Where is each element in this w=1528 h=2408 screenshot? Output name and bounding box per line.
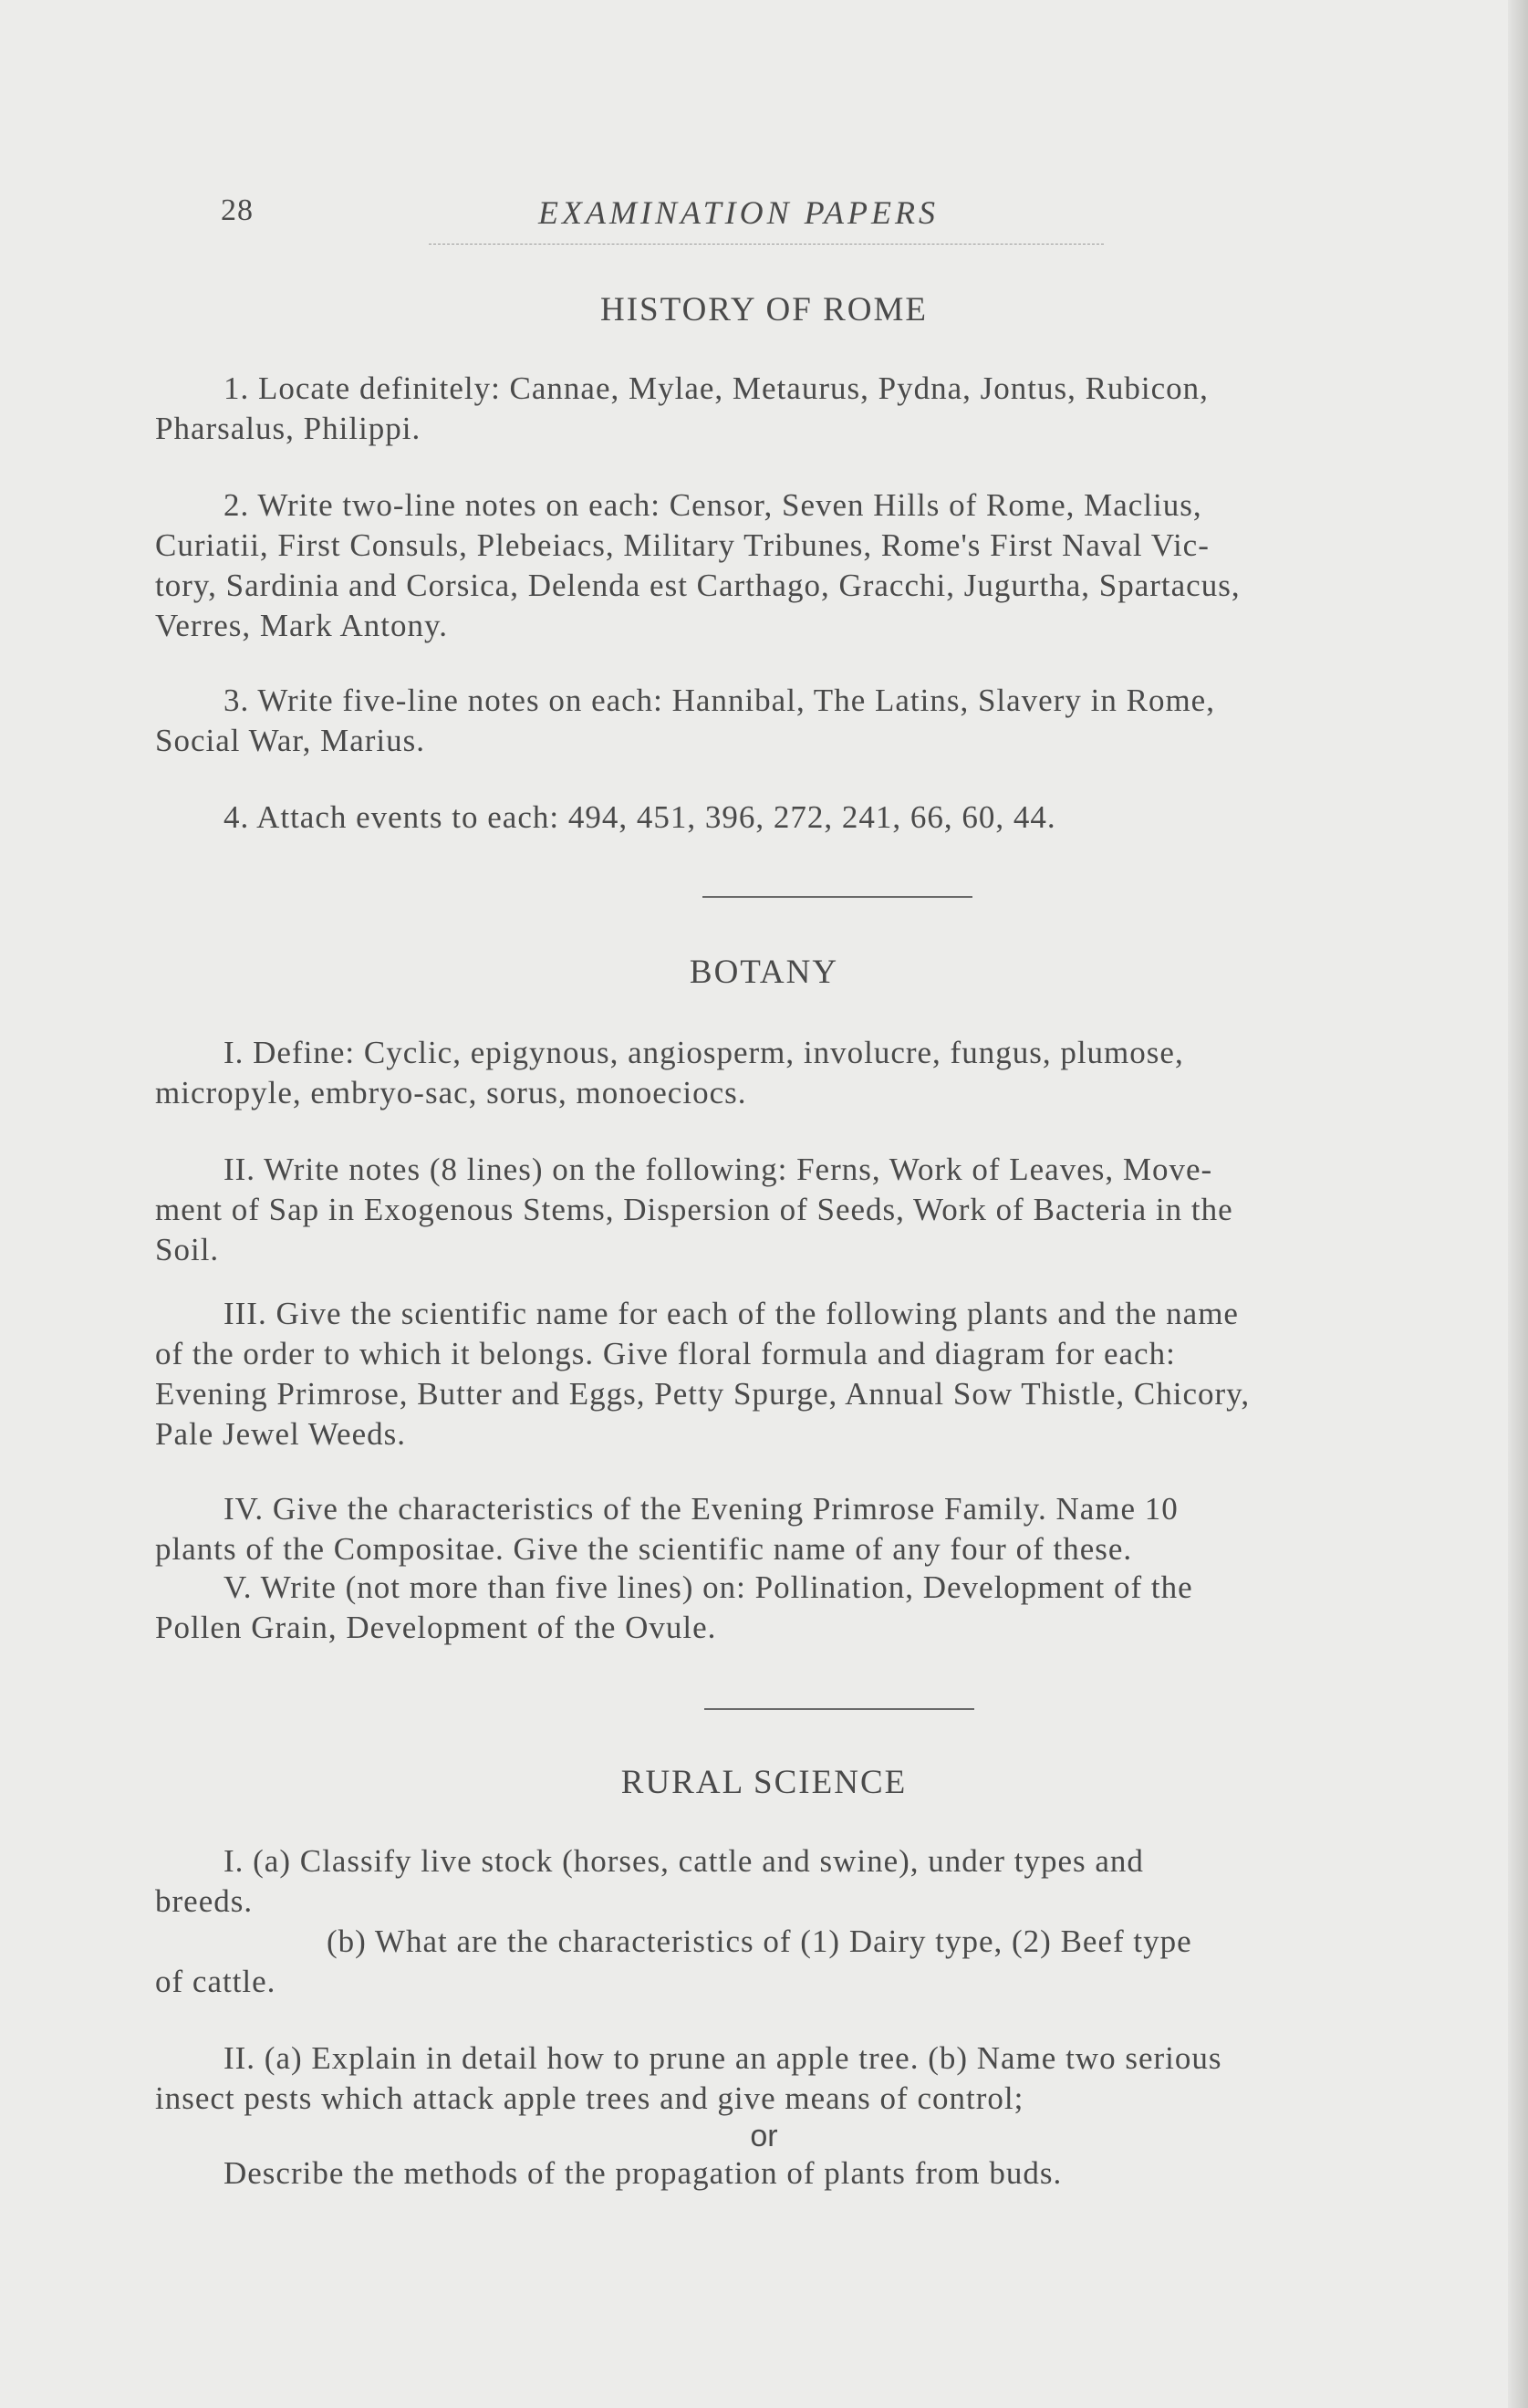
botany-q2-line-2: ment of Sap in Exogenous Stems, Dispersion of Seeds, Work of Bacteria in the xyxy=(155,1192,1233,1227)
history-q3-line-1: 3. Write five-line notes on each: Hannibal, The Latins, Slavery in Rome, xyxy=(223,683,1215,718)
history-question-2 xyxy=(155,485,1514,646)
botany-q1-line-1: I. Define: Cyclic, epigynous, angiosperm, involucre, fungus, plumose, xyxy=(223,1035,1184,1070)
botany-question-5 xyxy=(155,1568,1514,1648)
botany-q2-line-3: Soil. xyxy=(155,1232,220,1267)
history-q2-line-1: 2. Write two-line notes on each: Censor, Seven Hills of Rome, Maclius, xyxy=(223,487,1202,523)
or-separator: or xyxy=(750,2119,778,2153)
botany-q3-line-1: III. Give the scientific name for each of the following plants and the name xyxy=(223,1296,1239,1331)
history-q1-line-2: Pharsalus, Philippi. xyxy=(155,411,421,446)
section-heading-rural-science: RURAL SCIENCE xyxy=(620,1764,908,1801)
rural-q1a-line-1: I. (a) Classify live stock (horses, cattle and swine), under types and xyxy=(223,1843,1144,1879)
botany-q3-line-2: of the order to which it belongs. Give floral formula and diagram for each: xyxy=(155,1336,1176,1371)
section-heading-history: HISTORY OF ROME xyxy=(600,291,928,328)
header-rule xyxy=(429,244,1104,245)
history-q1-line-1: 1. Locate definitely: Cannae, Mylae, Metaurus, Pydna, Jontus, Rubicon, xyxy=(223,370,1209,406)
history-q2-line-2: Curiatii, First Consuls, Plebeiacs, Military Tribunes, Rome's First Naval Vic- xyxy=(155,527,1210,563)
botany-q5-line-1: V. Write (not more than five lines) on: Pollination, Development of the xyxy=(223,1569,1193,1605)
rural-alt-line-1: Describe the methods of the propagation of plants from buds. xyxy=(223,2155,1063,2191)
botany-q3-line-3: Evening Primrose, Butter and Eggs, Petty Spurge, Annual Sow Thistle, Chicory, xyxy=(155,1376,1251,1412)
botany-q3-line-4: Pale Jewel Weeds. xyxy=(155,1416,406,1452)
botany-question-1 xyxy=(155,1033,1514,1113)
history-q3-line-2: Social War, Marius. xyxy=(155,723,426,758)
rural-q1b-line-1: (b) What are the characteristics of (1) Dairy type, (2) Beef type xyxy=(327,1923,1192,1959)
history-question-1 xyxy=(155,369,1514,449)
section-divider-2 xyxy=(704,1708,974,1710)
running-title: EXAMINATION PAPERS xyxy=(538,194,939,231)
rural-q1a-line-2: breeds. xyxy=(155,1883,254,1919)
section-heading-botany: BOTANY xyxy=(689,954,839,991)
rural-question-1a xyxy=(155,1841,1514,1922)
history-q4-line-1: 4. Attach events to each: 494, 451, 396, 272, 241, 66, 60, 44. xyxy=(223,799,1056,835)
section-divider-1 xyxy=(702,896,972,898)
rural-question-2 xyxy=(155,2038,1514,2119)
rural-alternative-question xyxy=(155,2153,1514,2194)
history-q2-line-4: Verres, Mark Antony. xyxy=(155,608,449,643)
botany-question-4 xyxy=(155,1489,1514,1569)
botany-q4-line-1: IV. Give the characteristics of the Evening Primrose Family. Name 10 xyxy=(223,1491,1179,1527)
history-question-4 xyxy=(155,797,1514,838)
rural-q2-line-2: insect pests which attack apple trees and give means of control; xyxy=(155,2080,1024,2116)
botany-q5-line-2: Pollen Grain, Development of the Ovule. xyxy=(155,1610,717,1645)
running-header xyxy=(0,193,1528,239)
history-question-3 xyxy=(155,681,1514,761)
rural-q1b-line-2: of cattle. xyxy=(155,1964,276,1999)
botany-question-3 xyxy=(155,1294,1514,1454)
rural-question-1b xyxy=(155,1922,1514,2002)
botany-q2-line-1: II. Write notes (8 lines) on the following: Ferns, Work of Leaves, Move- xyxy=(223,1152,1213,1187)
page-number: 28 xyxy=(221,193,254,227)
botany-question-2 xyxy=(155,1150,1514,1270)
history-q2-line-3: tory, Sardinia and Corsica, Delenda est Carthago, Gracchi, Jugurtha, Spartacus, xyxy=(155,568,1241,603)
rural-q2-line-1: II. (a) Explain in detail how to prune an apple tree. (b) Name two serious xyxy=(223,2040,1222,2076)
botany-q4-line-2: plants of the Compositae. Give the scientific name of any four of these. xyxy=(155,1531,1133,1567)
botany-q1-line-2: micropyle, embryo-sac, sorus, monoeciocs. xyxy=(155,1075,747,1110)
